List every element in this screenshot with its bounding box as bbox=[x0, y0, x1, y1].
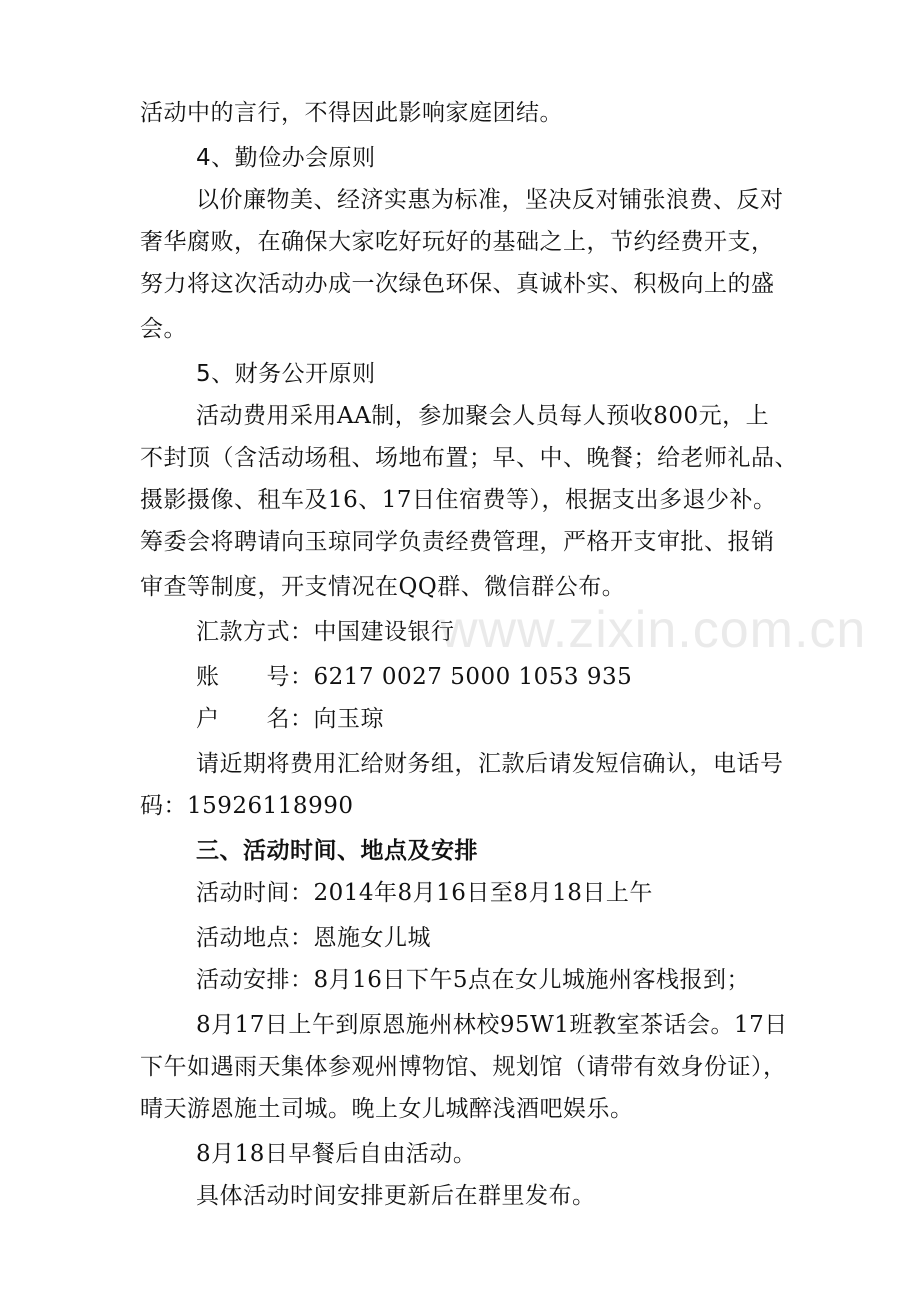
paragraph-line: 摄影摄像、租车及16、17日住宿费等），根据支出多退少补。 bbox=[140, 487, 777, 513]
section-heading: 5、财务公开原则 bbox=[196, 361, 376, 387]
paragraph-line: 下午如遇雨天集体参观州博物馆、规划馆（请带有效身份证）， bbox=[140, 1054, 787, 1080]
paragraph-line: 努力将这次活动办成一次绿色环保、真诚朴实、积极向上的盛 bbox=[140, 271, 775, 297]
activity-location: 活动地点：恩施女儿城 bbox=[196, 925, 431, 951]
paragraph-line: 奢华腐败，在确保大家吃好玩好的基础之上，节约经费开支， bbox=[140, 229, 775, 255]
activity-schedule: 活动安排：8月16日下午5点在女儿城施州客栈报到； bbox=[196, 967, 751, 993]
paragraph-line: 以价廉物美、经济实惠为标准，坚决反对铺张浪费、反对 bbox=[196, 187, 784, 213]
section-heading: 三、活动时间、地点及安排 bbox=[196, 838, 478, 864]
paragraph-line: 会。 bbox=[140, 316, 187, 342]
watermark: www.zixin.com.cn bbox=[440, 601, 867, 659]
paragraph-line: 具体活动时间安排更新后在群里发布。 bbox=[196, 1183, 596, 1209]
paragraph-line: 筹委会将聘请向玉琼同学负责经费管理，严格开支审批、报销 bbox=[140, 529, 775, 555]
account-number: 账 号：6217 0027 5000 1053 935 bbox=[196, 664, 633, 690]
paragraph-line: 审查等制度，开支情况在QQ群、微信群公布。 bbox=[140, 574, 626, 600]
phone-number: 码：15926118990 bbox=[140, 793, 354, 819]
activity-time: 活动时间：2014年8月16日至8月18日上午 bbox=[196, 880, 653, 906]
paragraph-line: 不封顶（含活动场租、场地布置；早、中、晚餐；给老师礼品、 bbox=[140, 445, 798, 471]
paragraph-line: 8月18日早餐后自由活动。 bbox=[196, 1141, 477, 1167]
paragraph-line: 活动中的言行，不得因此影响家庭团结。 bbox=[140, 100, 563, 126]
paragraph-line: 请近期将费用汇给财务组，汇款后请发短信确认，电话号 bbox=[196, 751, 784, 777]
remittance-method: 汇款方式：中国建设银行 bbox=[196, 619, 455, 645]
paragraph-line: 8月17日上午到原恩施州林校95W1班教室茶话会。17日 bbox=[196, 1012, 788, 1038]
section-heading: 4、勤俭办会原则 bbox=[196, 145, 376, 171]
paragraph-line: 晴天游恩施土司城。晚上女儿城醉浅酒吧娱乐。 bbox=[140, 1096, 634, 1122]
account-name: 户 名：向玉琼 bbox=[196, 706, 384, 732]
paragraph-line: 活动费用采用AA制，参加聚会人员每人预收800元，上 bbox=[196, 403, 770, 429]
